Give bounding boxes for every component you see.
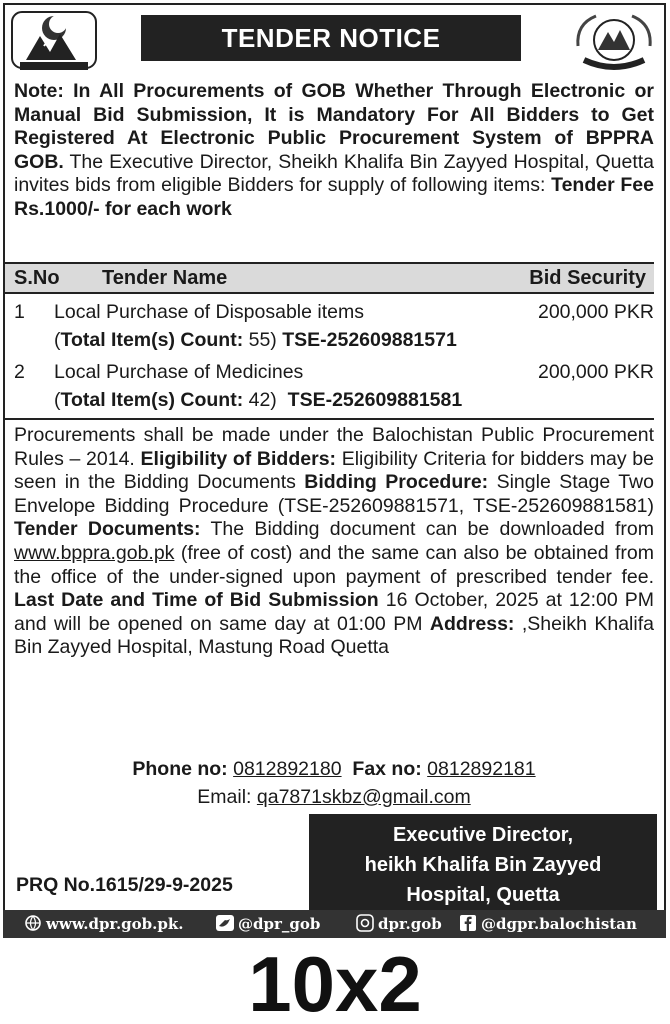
tender-fee: Tender Fee Rs.1000/- for each work bbox=[14, 174, 654, 220]
body-text: (free of cost) and the same can also be obtained from the office of the under-signed upon payment of prescribed tender fee. bbox=[14, 541, 654, 588]
footer-twitter[interactable] bbox=[215, 914, 320, 933]
email-line bbox=[14, 785, 654, 809]
body-text: Single Stage Two Envelope Bidding Procedure (TSE-252609881571, TSE-252609881581) bbox=[14, 471, 654, 517]
row-count-line: (Total Item(s) Count: 55) TSE-252609881571 bbox=[54, 329, 457, 351]
twitter-icon bbox=[215, 914, 235, 932]
body-text: 16 October, 2025 at 12:00 PM and will be opened on same day at 01:00 PM bbox=[14, 589, 654, 635]
table-header bbox=[5, 262, 654, 294]
body-text: Procurements shall be made under the Balochistan Public Procurement Rules – 2014. bbox=[14, 424, 654, 470]
signatory-line: heikh Khalifa Bin Zayyed bbox=[364, 854, 602, 876]
body-text: Eligibility Criteria for bidders may be seen in the Bidding Documents bbox=[14, 447, 654, 494]
row-bid-security: 200,000 PKR bbox=[537, 301, 654, 323]
facebook-text: @dgpr.balochistan bbox=[481, 915, 637, 933]
row-bid-security: 200,000 PKR bbox=[537, 361, 654, 383]
fax-label: Fax no: bbox=[352, 758, 422, 780]
facebook-icon bbox=[458, 914, 478, 932]
signatory-line: Executive Director, bbox=[392, 824, 574, 846]
phone-label: Phone no: bbox=[132, 758, 228, 780]
col-bid-security: Bid Security bbox=[529, 267, 646, 289]
twitter-text: @dpr_gob bbox=[238, 915, 321, 933]
eligibility-heading: Eligibility of Bidders: bbox=[140, 447, 337, 470]
col-sno: S.No bbox=[14, 267, 60, 289]
email-link[interactable]: qa7871skbz@gmail.com bbox=[256, 786, 471, 808]
row-sno: 2 bbox=[14, 361, 25, 383]
procurement-paragraph bbox=[14, 424, 654, 660]
procedure-heading: Bidding Procedure: bbox=[304, 471, 489, 494]
ad-size-label: 10x2 bbox=[248, 940, 422, 1024]
row-tender-name: Local Purchase of Medicines bbox=[54, 361, 304, 383]
table-row bbox=[14, 300, 654, 350]
note-text: The Executive Director, Sheikh Khalifa Bin Zayyed Hospital, Quetta invites bids from eligible Bidders for supply of following items: bbox=[14, 150, 654, 197]
signatory-block bbox=[309, 814, 657, 914]
phone-number[interactable]: 0812892180 bbox=[233, 758, 342, 780]
phone-fax-line bbox=[14, 757, 654, 781]
table-divider bbox=[5, 418, 654, 420]
bppra-link[interactable]: www.bppra.gob.pk bbox=[14, 541, 175, 564]
note-bold: Note: In All Procurements of GOB Whether Through Electronic or Manual Bid Submission, It is Mandatory For All Bidders to Get Registered At Electronic Public Procurement System of BPPRA GOB. bbox=[14, 80, 654, 173]
row-tender-name: Local Purchase of Disposable items bbox=[54, 301, 364, 323]
row-tse: TSE-252609881581 bbox=[287, 389, 463, 411]
row-count-label: Total Item(s) Count: bbox=[60, 389, 244, 411]
row-count: 55) bbox=[243, 329, 277, 351]
footer-bar bbox=[3, 910, 666, 938]
table-row bbox=[14, 360, 654, 410]
footer-website[interactable] bbox=[23, 914, 183, 933]
row-tse: TSE-252609881571 bbox=[282, 329, 457, 351]
instagram-text: dpr.gob bbox=[378, 915, 442, 933]
body-text: The Bidding document can be downloaded from bbox=[200, 518, 654, 541]
page-title: TENDER NOTICE bbox=[141, 15, 521, 61]
instagram-icon bbox=[355, 914, 375, 932]
footer-facebook[interactable] bbox=[458, 914, 637, 933]
signatory-line: Hospital, Quetta bbox=[406, 884, 560, 906]
fax-number[interactable]: 0812892181 bbox=[427, 758, 536, 780]
address-heading: Address: bbox=[429, 612, 515, 635]
body-text: ,Sheikh Khalifa Bin Zayyed Hospital, Mastung Road Quetta bbox=[14, 612, 654, 659]
row-count: 42) bbox=[243, 389, 277, 411]
prq-number: PRQ No.1615/29-9-2025 bbox=[16, 874, 233, 896]
last-date-heading: Last Date and Time of Bid Submission bbox=[14, 589, 379, 612]
row-count-line: (Total Item(s) Count: 42) TSE-252609881581 bbox=[54, 389, 463, 411]
col-tender-name: Tender Name bbox=[102, 267, 228, 289]
footer-instagram[interactable] bbox=[355, 914, 442, 933]
globe-icon bbox=[23, 914, 43, 932]
documents-heading: Tender Documents: bbox=[14, 518, 201, 541]
email-label: Email: bbox=[197, 786, 252, 808]
note-paragraph bbox=[14, 80, 654, 222]
website-text: www.dpr.gob.pk. bbox=[46, 915, 184, 933]
row-count-label: Total Item(s) Count: bbox=[60, 329, 244, 351]
row-sno: 1 bbox=[14, 301, 25, 323]
hospital-emblem-icon bbox=[566, 6, 662, 76]
balochistan-emblem-icon bbox=[6, 6, 102, 76]
